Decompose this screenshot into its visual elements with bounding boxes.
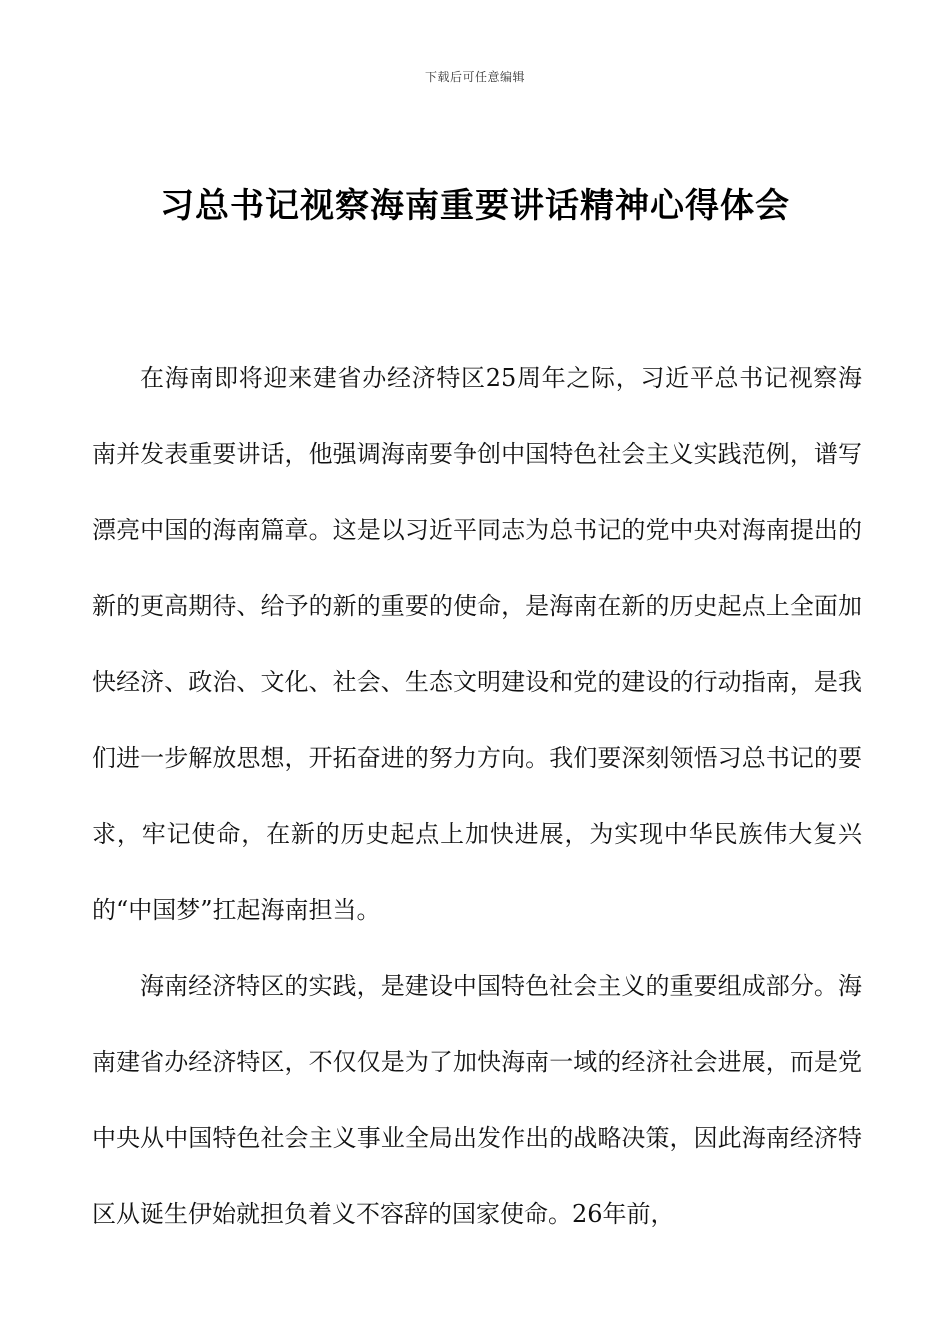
document-body [92, 340, 862, 1252]
header-note: 下载后可任意编辑 [424, 70, 525, 84]
document-title: 习总书记视察海南重要讲话精神心得体会 [160, 186, 790, 226]
paragraph-1: 在海南即将迎来建省办经济特区25周年之际，习近平总书记视察海南并发表重要讲话，他强调海南要争创中国特色社会主义实践范例，谱写漂亮中国的海南篇章。这是以习近平同志为总书记的党中央对海南提出的新的更高期待、给予的新的重要的使命，是海南在新的历史起点上全面加快经济、政治、文化、社会、生态文明建设和党的建设的行动指南，是我们进一步解放思想，开拓奋进的努力方向。我们要深刻领悟习总书记的要求，牢记使命，在新的历史起点上加快进展，为实现中华民族伟大复兴的“中国梦”扛起海南担当。 [92, 364, 862, 924]
paragraph-2: 海南经济特区的实践，是建设中国特色社会主义的重要组成部分。海南建省办经济特区，不仅仅是为了加快海南一域的经济社会进展，而是党中央从中国特色社会主义事业全局出发作出的战略决策，因此海南经济特区从诞生伊始就担负着义不容辞的国家使命。26年前， [92, 972, 862, 1228]
